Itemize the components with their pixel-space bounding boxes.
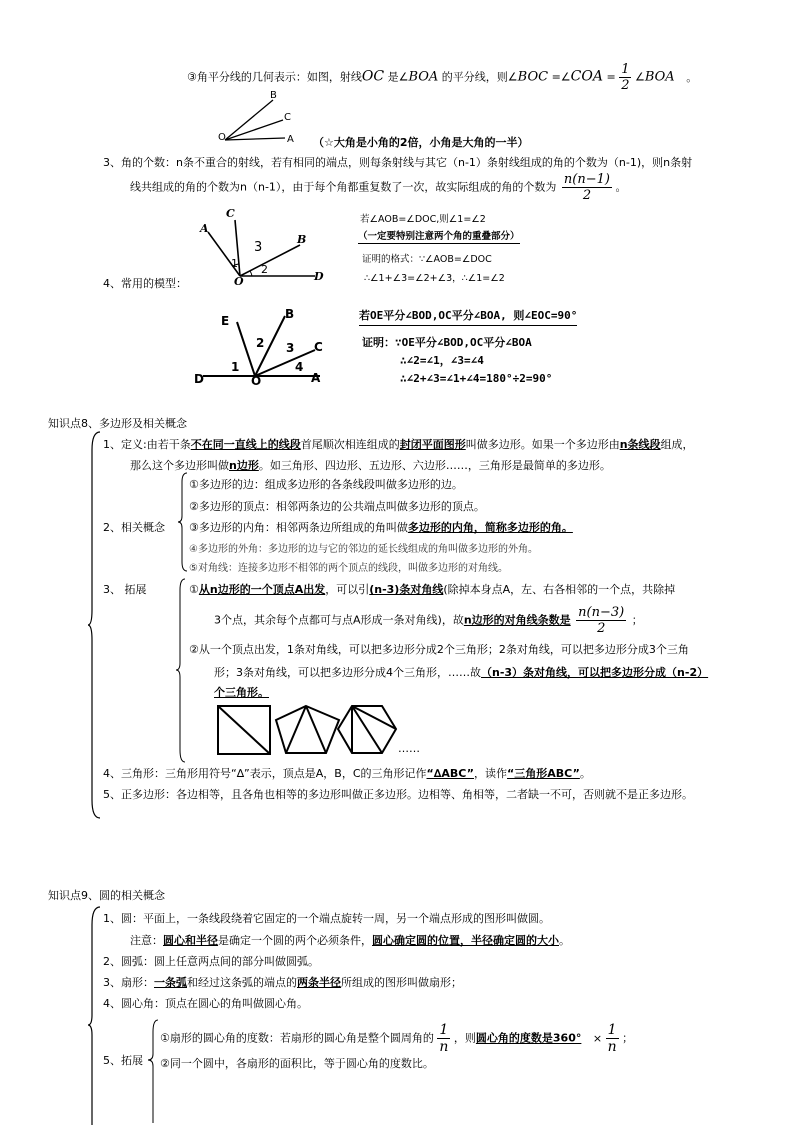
tri-b: “∆ABC” [426, 767, 475, 780]
count-line-2-text: 线共组成的角的个数为n（n-1），由于每个角都重复数了一次，故实际组成的角的个数为 [130, 180, 557, 194]
def-1b: 不在同一直线上的线段 [190, 438, 301, 451]
tri-c: ，读作 [474, 767, 508, 780]
bisector-text: ③角平分线的几何表示：如图，射线 [187, 70, 362, 84]
sector-frac-num: 1 [437, 1022, 450, 1039]
ext-1c: ，可以引 [325, 583, 370, 596]
model2-p4: ∴∠2+∠3=∠1+∠4=180°÷2=90° [400, 372, 553, 385]
k9-title: 知识点9、圆的相关概念 [48, 889, 165, 902]
half-fraction [619, 62, 631, 93]
k9-brace [88, 905, 102, 1125]
end-mark: 。 [686, 70, 698, 84]
concept-3b: 多边形的内角，简称多边形的角。 [407, 521, 573, 534]
note-c: 是确定一个圆的两个必须条件， [218, 934, 372, 947]
count-line-2 [130, 172, 626, 203]
tri-e: 。 [579, 767, 591, 780]
m2-label-b: B [285, 307, 295, 321]
ray-oa [225, 138, 285, 140]
concept-1: ①多边形的边：组成多边形的各条线段叫做多边形的边。 [189, 478, 463, 491]
note-e: 。 [559, 934, 570, 947]
concept-3a: ③多边形的内角：相邻两条边所组成的角叫做 [189, 521, 408, 534]
fig-label-c: C [284, 112, 291, 123]
k8-def-line1 [103, 436, 694, 452]
sector-d: 两条半径 [297, 976, 341, 989]
ext-line-5: 个三角形。 [214, 686, 269, 699]
k9-central-angle-line: 4、圆心角：顶点在圆心的角叫做圆心角。 [103, 997, 308, 1010]
m1-label-b: B [297, 233, 307, 246]
ray-oc-2 [255, 350, 315, 376]
m2-label-3: 3 [286, 341, 295, 355]
text-eq2: = [606, 70, 616, 84]
def-1e: 叫做多边形。如果一个多边形由 [465, 438, 620, 451]
k8-brace [88, 430, 102, 820]
ext-line-1 [189, 581, 675, 597]
m2-label-a: A [311, 371, 321, 385]
pentagon-shape [276, 706, 339, 753]
angle-boa: BOA [408, 69, 439, 85]
diag-fraction [576, 605, 626, 636]
count-end: 。 [615, 180, 627, 194]
m1-label-d: D [314, 270, 324, 283]
m1-label-3: 3 [254, 240, 263, 255]
ext-line-2 [214, 605, 643, 636]
fig-label-b: B [270, 90, 277, 101]
angle-boa-2: BOA [644, 69, 675, 85]
fig-label-a: A [287, 134, 294, 145]
m2-label-d: D [194, 372, 204, 386]
k9x-a: ①扇形的圆心角的度数：若扇形的圆心角是整个圆周角的 [160, 1031, 434, 1045]
angle-sym: ∠ [634, 70, 645, 84]
k9-sector-line [103, 974, 462, 990]
k9-ext-label: 5、拓展 [103, 1054, 143, 1067]
k9-circle-line: 1、圆：平面上，一条线段绕着它固定的一个端点旋转一周，另一个端点形成的图形叫做圆。 [103, 912, 550, 925]
diag-frac-den: 2 [597, 621, 606, 636]
tri-d: “三角形ABC” [507, 767, 580, 780]
k8-def-line2 [130, 457, 611, 473]
polygon-figures [216, 703, 416, 758]
k8-related-label: 2、相关概念 [103, 521, 165, 534]
angle-coa: COA [570, 68, 603, 85]
k9x-c: 圆心角的度数是360° [475, 1031, 582, 1045]
concept-3 [189, 519, 573, 535]
note-d: 圆心确定圆的位置，半径确定圆的大小 [372, 934, 559, 947]
count-fraction [562, 172, 612, 203]
ext-2b: n边形的对角线条数是 [463, 613, 571, 627]
ray-oe [237, 322, 255, 376]
def-1c: 首尾顺次相连组成的 [300, 438, 400, 451]
model2-p1: 若OE平分∠BOD,OC平分∠BOA, 则∠EOC=90° [359, 307, 577, 326]
m2-label-e: E [221, 314, 230, 328]
ext-1a: ① [189, 583, 199, 596]
k9-note-line [130, 932, 570, 948]
k9-ext-line-2: ②同一个圆中，各扇形的面积比，等于圆心角的度数比。 [160, 1057, 434, 1070]
ext-1d: (n-3)条对角线 [369, 583, 444, 596]
m2-label-c: C [314, 340, 323, 354]
text-mid: 是∠ [387, 70, 409, 84]
ext-2c: ； [631, 613, 643, 627]
text-eq: =∠ [551, 70, 571, 84]
model2-p2: 证明：∵OE平分∠BOD,OC平分∠BOA [362, 336, 532, 349]
m2-label-4: 4 [295, 360, 304, 374]
bisector-note: （☆大角是小角的2倍，小角是大角的一半） [313, 136, 529, 149]
ext-4b: （n-3）条对角线，可以把多边形分成（n-2） [481, 666, 709, 679]
diag-frac-num: n(n−3) [578, 605, 625, 620]
m1-label-2: 2 [261, 263, 268, 276]
half-den: 2 [621, 78, 630, 93]
tri-a: 4、三角形：三角形用符号“∆”表示，顶点是A，B，C的三角形记作 [103, 767, 427, 780]
model1-r2: （一定要特别注意两个角的重叠部分） [358, 228, 520, 244]
def-1g: 组成， [660, 438, 694, 451]
m2-label-1: 1 [231, 360, 240, 374]
bisector-line [187, 62, 697, 93]
ext-1b: 从n边形的一个顶点A出发 [198, 583, 326, 596]
model1-r1: 若∠AOB=∠DOC,则∠1=∠2 [360, 214, 486, 225]
ray-ob [225, 100, 273, 140]
k8-regular-line: 5、正多边形：各边相等，且各角也相等的多边形叫做正多边形。边相等、角相等，二者缺一不可，否则就不是正多边形。 [103, 788, 693, 801]
count-frac-num: n(n−1) [563, 172, 610, 187]
ext-line-4 [214, 664, 708, 680]
ray-ob-1 [240, 245, 300, 276]
ext-line-3: ②从一个顶点出发，1条对角线，可以把多边形分成2个三角形；2条对角线，可以把多边形分成3个三角 [189, 643, 689, 656]
concept-2: ②多边形的顶点：相邻两条边的公共端点叫做多边形的顶点。 [189, 500, 485, 513]
sector-frac-den: n [439, 1039, 449, 1055]
def-1f: n条线段 [619, 438, 661, 451]
m1-label-a: A [200, 222, 209, 235]
m1-label-o: O [234, 275, 244, 288]
sector-e: 所组成的图形叫做扇形； [341, 976, 462, 989]
sector-b: 一条弧 [154, 976, 187, 989]
m2-label-o: O [251, 374, 262, 388]
sector-fraction-2 [606, 1022, 619, 1055]
related-brace [178, 472, 188, 572]
k8-title: 知识点8、多边形及相关概念 [48, 417, 187, 430]
k9-ext-brace [148, 1018, 160, 1123]
count-frac-den: 2 [582, 188, 592, 203]
k9-arc-line: 2、圆弧：圆上任意两点间的部分叫做圆弧。 [103, 955, 319, 968]
polygon-dots: …… [398, 742, 420, 755]
def-1a: 1、定义:由若干条 [103, 438, 191, 451]
m2-label-2: 2 [256, 336, 265, 350]
ext-4a: 形；3条对角线，可以把多边形分成4个三角形，……故 [214, 666, 481, 679]
def-1d: 封闭平面图形 [399, 438, 466, 451]
k8-triangle-line [103, 765, 591, 781]
def-2a: 那么这个多边形叫做 [130, 459, 229, 472]
ext-brace [176, 578, 186, 763]
note-b: 圆心和半径 [163, 934, 218, 947]
fig-label-o: O [218, 132, 226, 143]
angle-boc: BOC [517, 69, 549, 85]
model2-p3: ∴∠2=∠1，∠3=∠4 [400, 354, 484, 367]
sector-a: 3、扇形： [103, 976, 154, 989]
square-diagonal [218, 706, 270, 754]
k9x-e: ； [622, 1031, 634, 1045]
k9x-b: ，则 [453, 1031, 476, 1045]
ext-1e: (除掉本身点A，左、右各相邻的一个点，共除掉 [443, 583, 676, 596]
model1-r3: 证明的格式：∵∠AOB=∠DOC [362, 254, 492, 265]
sector-frac-den-2: n [607, 1039, 617, 1055]
def-2b: n边形 [229, 459, 259, 472]
def-2c: 。如三角形、四边形、五边形、六边形……，三角形是最简单的多边形。 [258, 459, 611, 472]
sector-fraction [437, 1022, 450, 1055]
model-label: 4、常用的模型： [103, 277, 187, 290]
half-num: 1 [621, 62, 630, 77]
k9-ext-line-1 [160, 1022, 633, 1055]
ray-oc-line [225, 120, 283, 140]
m1-label-1: 1 [231, 257, 238, 270]
k8-ext-label: 3、 拓展 [103, 583, 147, 596]
note-a: 注意： [130, 934, 163, 947]
count-line-1: 3、角的个数：n条不重合的射线，若有相同的端点，则每条射线与其它（n-1）条射线组成的角的个数为（n-1)，则n条射 [103, 156, 693, 169]
model1-r4: ∴∠1+∠3=∠2+∠3，∴∠1=∠2 [364, 273, 505, 284]
sector-frac-num-2: 1 [606, 1022, 619, 1039]
sector-c: 和经过这条弧的端点的 [187, 976, 297, 989]
m1-label-c: C [226, 207, 235, 220]
ray-oc: OC [361, 68, 385, 85]
k9x-d: × [592, 1031, 603, 1045]
ext-2a: 3个点，其余每个点都可与点A形成一条对角线)，故 [214, 613, 464, 627]
concept-4: ④多边形的外角：多边形的边与它的邻边的延长线组成的角叫做多边形的外角。 [189, 544, 538, 555]
text-mid2: 的平分线，则∠ [441, 70, 518, 84]
concept-5: ⑤对角线：连接多边形不相邻的两个顶点的线段，叫做多边形的对角线。 [189, 563, 508, 574]
